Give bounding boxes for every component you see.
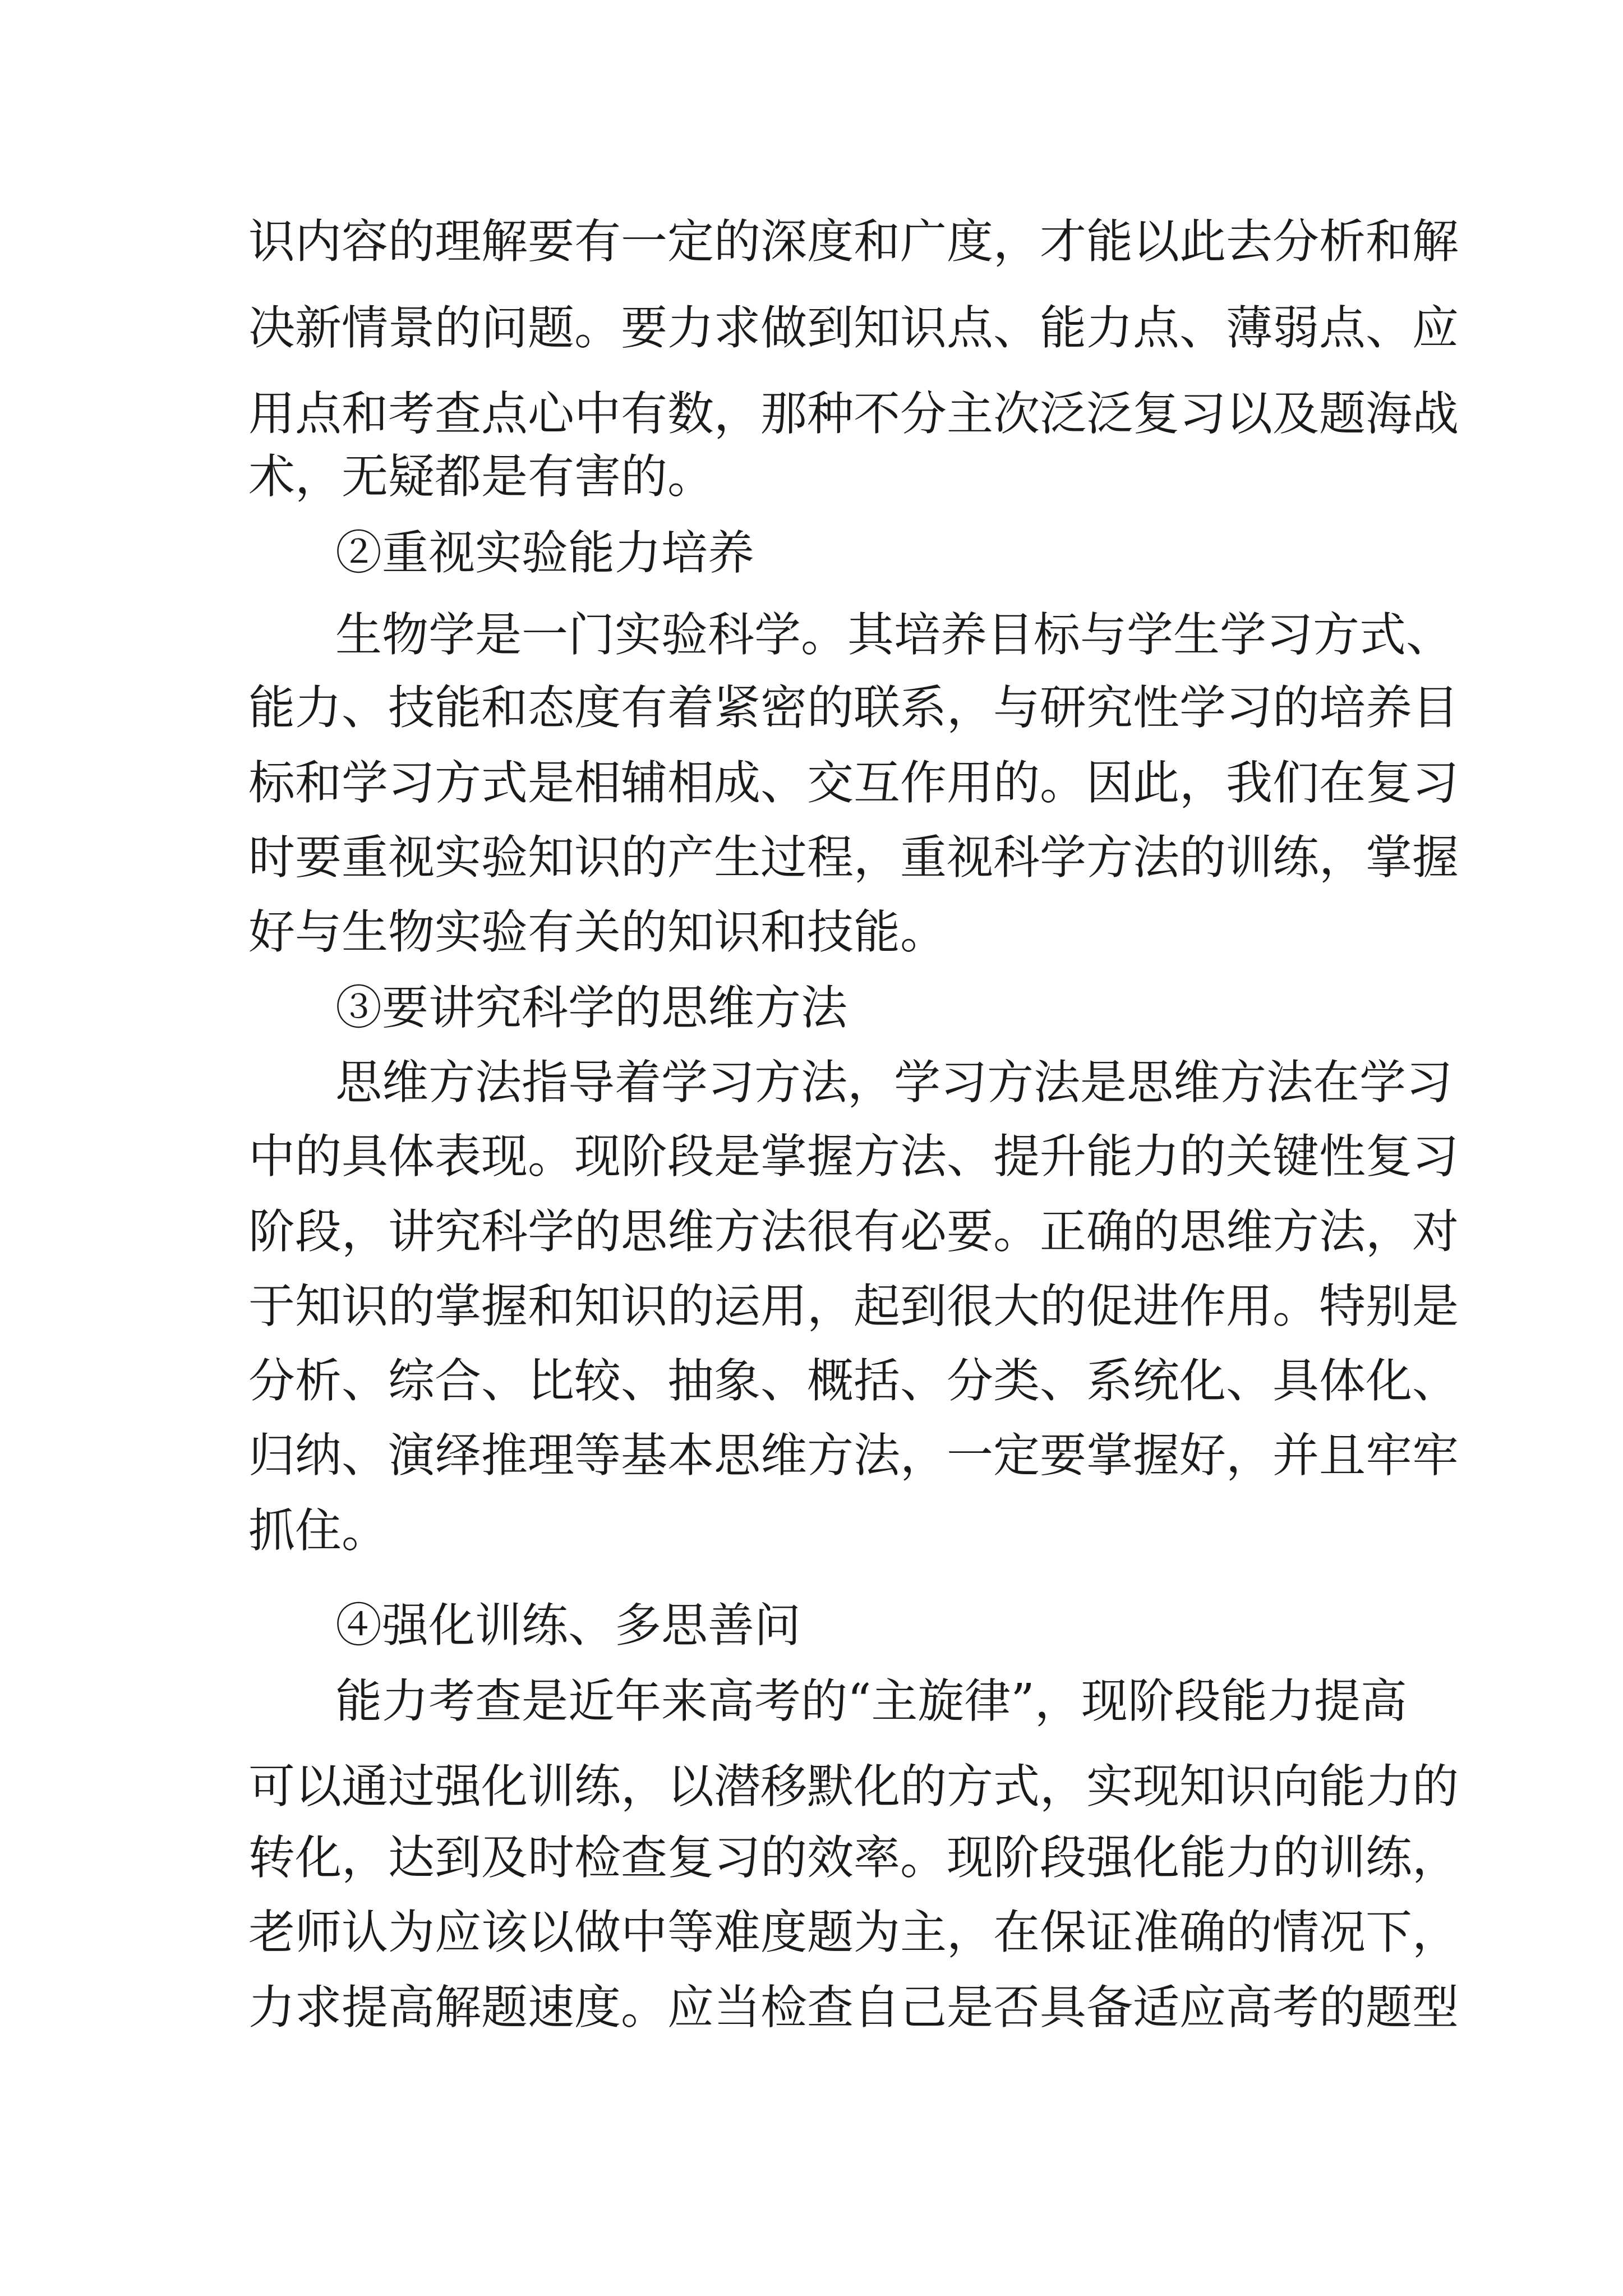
text-line: 生物学是一门实验科学。其培养目标与学生学习方式、 (335, 608, 1453, 662)
text-line: 能力、技能和态度有着紧密的联系，与研究性学习的培养目 (248, 680, 1459, 735)
section-heading: ④强化训练、多思善问 (335, 1598, 801, 1653)
text-line: 识内容的理解要有一定的深度和广度，才能以此去分析和解 (248, 214, 1459, 269)
text-line: 思维方法指导着学习方法，学习方法是思维方法在学习 (335, 1055, 1453, 1110)
text-line: 分析、综合、比较、抽象、概括、分类、系统化、具体化、 (248, 1354, 1459, 1408)
text-line: 抓住。 (248, 1503, 388, 1558)
text-line: 可以通过强化训练，以潜移默化的方式，实现知识向能力的 (248, 1759, 1459, 1814)
text-line: 能力考查是近年来高考的“主旋律”，现阶段能力提高 (335, 1674, 1407, 1728)
text-line: 转化，达到及时检查复习的效率。现阶段强化能力的训练， (248, 1830, 1459, 1885)
section-heading: ③要讲究科学的思维方法 (335, 981, 847, 1035)
text-line: 好与生物实验有关的知识和技能。 (248, 905, 947, 959)
text-line: 阶段，讲究科学的思维方法很有必要。正确的思维方法，对 (248, 1204, 1459, 1259)
text-line: 决新情景的问题。要力求做到知识点、能力点、薄弱点、应 (248, 301, 1459, 355)
text-line: 力求提高解题速度。应当检查自己是否具备适应高考的题型 (248, 1980, 1459, 2035)
text-line: 中的具体表现。现阶段是掌握方法、提升能力的关键性复习 (248, 1129, 1459, 1184)
text-line: 术，无疑都是有害的。 (248, 449, 714, 504)
text-line: 于知识的掌握和知识的运用，起到很大的促进作用。特别是 (248, 1279, 1459, 1333)
text-line: 时要重视实验知识的产生过程，重视科学方法的训练，掌握 (248, 830, 1459, 885)
text-line: 用点和考查点心中有数，那种不分主次泛泛复习以及题海战 (248, 386, 1459, 441)
text-line: 标和学习方式是相辅相成、交互作用的。因此，我们在复习 (248, 756, 1459, 810)
text-line: 老师认为应该以做中等难度题为主，在保证准确的情况下， (248, 1905, 1459, 1959)
text-line: 归纳、演绎推理等基本思维方法，一定要掌握好，并且牢牢 (248, 1428, 1459, 1483)
section-heading: ②重视实验能力培养 (335, 526, 754, 580)
